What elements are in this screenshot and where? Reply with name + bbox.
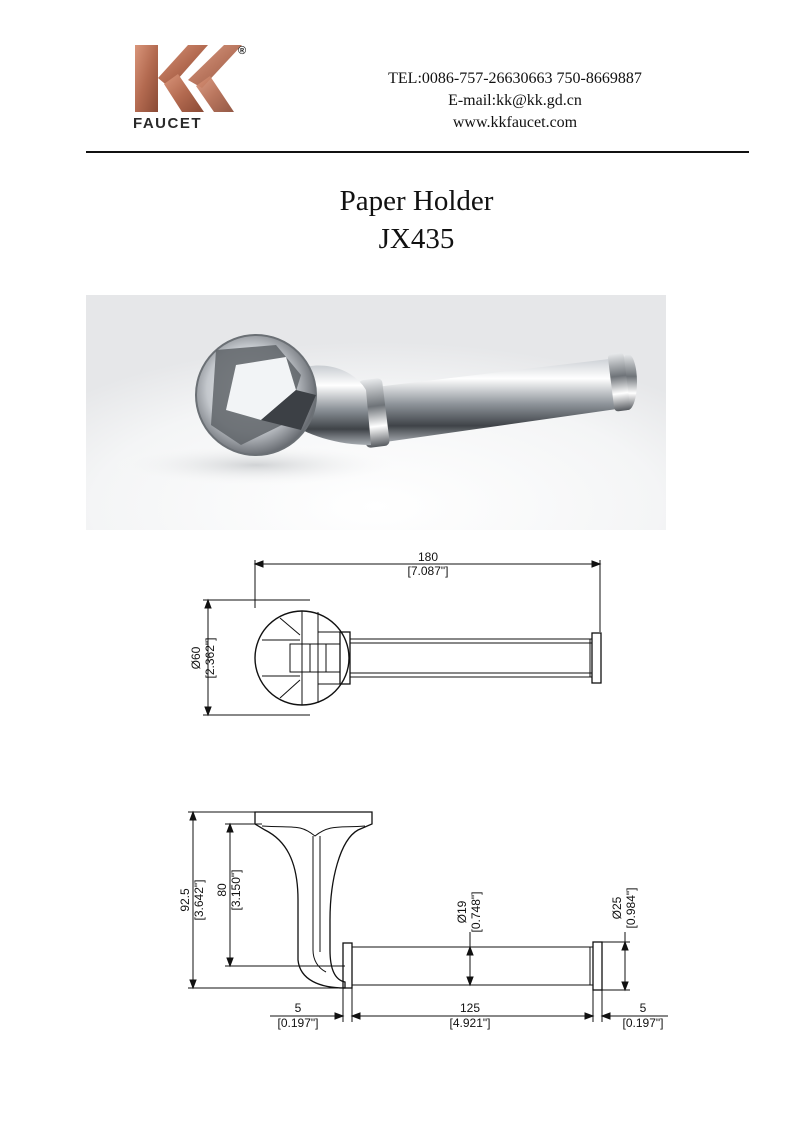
side-left-gap-in: [0.197"] <box>277 1016 319 1030</box>
side-right-gap-in: [0.197"] <box>622 1016 664 1030</box>
side-right-gap-mm: 5 <box>639 1001 647 1015</box>
logo-wordmark: FAUCET <box>133 115 202 132</box>
product-model: JX435 <box>378 223 455 255</box>
side-bar-length-mm: 125 <box>459 1001 481 1015</box>
technical-drawing <box>0 540 793 1040</box>
side-height-axis-in: [3.150"] <box>229 869 243 911</box>
front-diameter-in: [2.362"] <box>203 637 217 679</box>
registered-mark: ® <box>238 45 247 57</box>
side-bar-diameter-in: [0.748"] <box>469 891 483 933</box>
side-height-axis-mm: 80 <box>215 883 229 897</box>
side-bar-diameter-mm: Ø19 <box>455 900 469 924</box>
front-length-in: [7.087"] <box>407 564 449 578</box>
side-cap-diameter-in: [0.984"] <box>624 887 638 929</box>
contact-block <box>340 68 690 134</box>
side-height-total-mm: 92.5 <box>178 888 192 912</box>
side-cap-diameter-mm: Ø25 <box>610 896 624 920</box>
header-divider <box>86 151 749 153</box>
side-bar-length-in: [4.921"] <box>449 1016 491 1030</box>
product-name: Paper Holder <box>339 185 494 217</box>
product-photo <box>86 295 666 530</box>
website-line: www.kkfaucet.com <box>452 114 578 131</box>
side-height-total-in: [3.642"] <box>192 879 206 921</box>
email-line: E-mail:kk@kk.gd.cn <box>448 92 582 109</box>
side-left-gap-mm: 5 <box>294 1001 302 1015</box>
front-length-mm: 180 <box>417 550 439 564</box>
front-diameter-mm: Ø60 <box>189 646 203 670</box>
telephone-line: TEL:0086-757-26630663 750-8669887 <box>388 70 642 87</box>
